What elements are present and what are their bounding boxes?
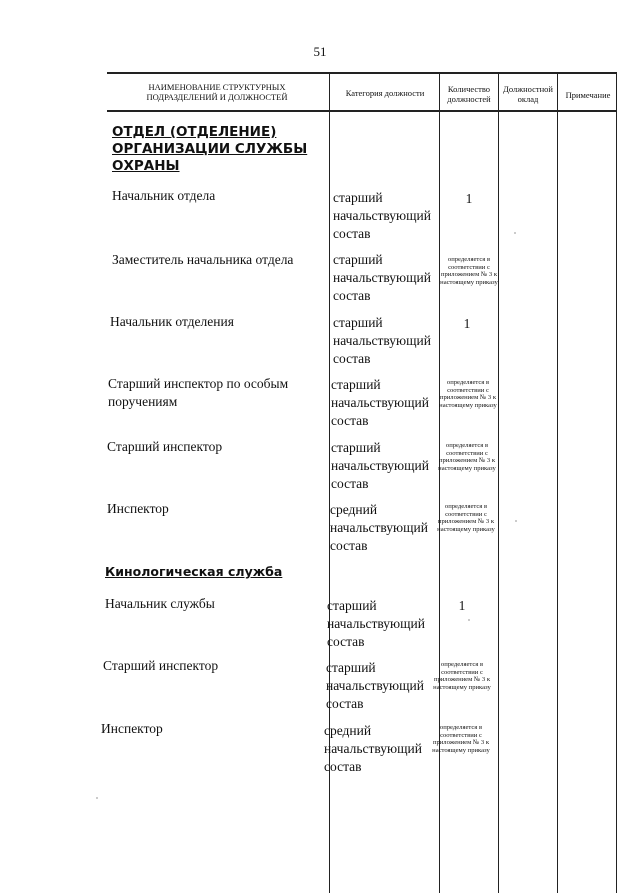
- header-note: Примечание: [565, 90, 611, 100]
- position-count: 1: [463, 316, 471, 331]
- header-positions: НАИМЕНОВАНИЕ СТРУКТУРНЫХ ПОДРАЗДЕЛЕНИЙ И ДОЛЖНОСТЕЙ: [146, 82, 288, 102]
- count-note: определяется в соответствии с приложением № 3 к настоящему приказу: [439, 379, 497, 409]
- header-category: Категория должности: [345, 88, 425, 98]
- section-title: Кинологическая служба: [105, 564, 283, 579]
- position-name: Заместитель начальника отдела: [112, 252, 294, 267]
- position-name: Инспектор: [107, 501, 169, 516]
- table-top-border: [107, 72, 617, 74]
- scan-speck: [515, 520, 517, 522]
- scan-speck: [468, 619, 470, 621]
- count-note: определяется в соответствии с приложением № 3 к настоящему приказу: [433, 661, 491, 691]
- position-category: старший начальствующий состав: [331, 440, 429, 491]
- position-category: старший начальствующий состав: [327, 598, 425, 649]
- header-salary: Должностной оклад: [503, 84, 553, 104]
- column-divider: [557, 72, 558, 893]
- position-category: средний начальствующий состав: [330, 502, 428, 553]
- position-category: старший начальствующий состав: [331, 377, 429, 428]
- position-name: Старший инспектор: [107, 439, 223, 454]
- column-divider: [616, 72, 617, 893]
- header-count: Количество должностей: [447, 84, 491, 104]
- position-name: Начальник службы: [105, 596, 215, 611]
- position-category: старший начальствующий состав: [333, 190, 431, 241]
- position-count: 1: [465, 191, 473, 206]
- position-name: Начальник отделения: [110, 314, 234, 329]
- page-number: 51: [313, 44, 327, 59]
- count-note: определяется в соответствии с приложением № 3 к настоящему приказу: [440, 256, 498, 286]
- section-title: ОТДЕЛ (ОТДЕЛЕНИЕ) ОРГАНИЗАЦИИ СЛУЖБЫ ОХРАНЫ: [112, 124, 308, 174]
- header-bottom-border: [107, 110, 617, 112]
- position-name: Старший инспектор: [103, 658, 219, 673]
- scan-speck: [96, 797, 98, 799]
- count-note: определяется в соответствии с приложением № 3 к настоящему приказу: [437, 503, 495, 533]
- position-name: Инспектор: [101, 721, 163, 736]
- scan-speck: [514, 232, 516, 234]
- position-category: старший начальствующий состав: [333, 252, 431, 303]
- position-category: старший начальствующий состав: [333, 315, 431, 366]
- position-name: Начальник отдела: [112, 188, 216, 203]
- position-count: 1: [458, 598, 466, 613]
- position-category: средний начальствующий состав: [324, 723, 422, 774]
- count-note: определяется в соответствии с приложением № 3 к настоящему приказу: [432, 724, 490, 754]
- position-name: Старший инспектор по особым поручениям: [108, 376, 289, 409]
- position-category: старший начальствующий состав: [326, 660, 424, 711]
- count-note: определяется в соответствии с приложением № 3 к настоящему приказу: [438, 442, 496, 472]
